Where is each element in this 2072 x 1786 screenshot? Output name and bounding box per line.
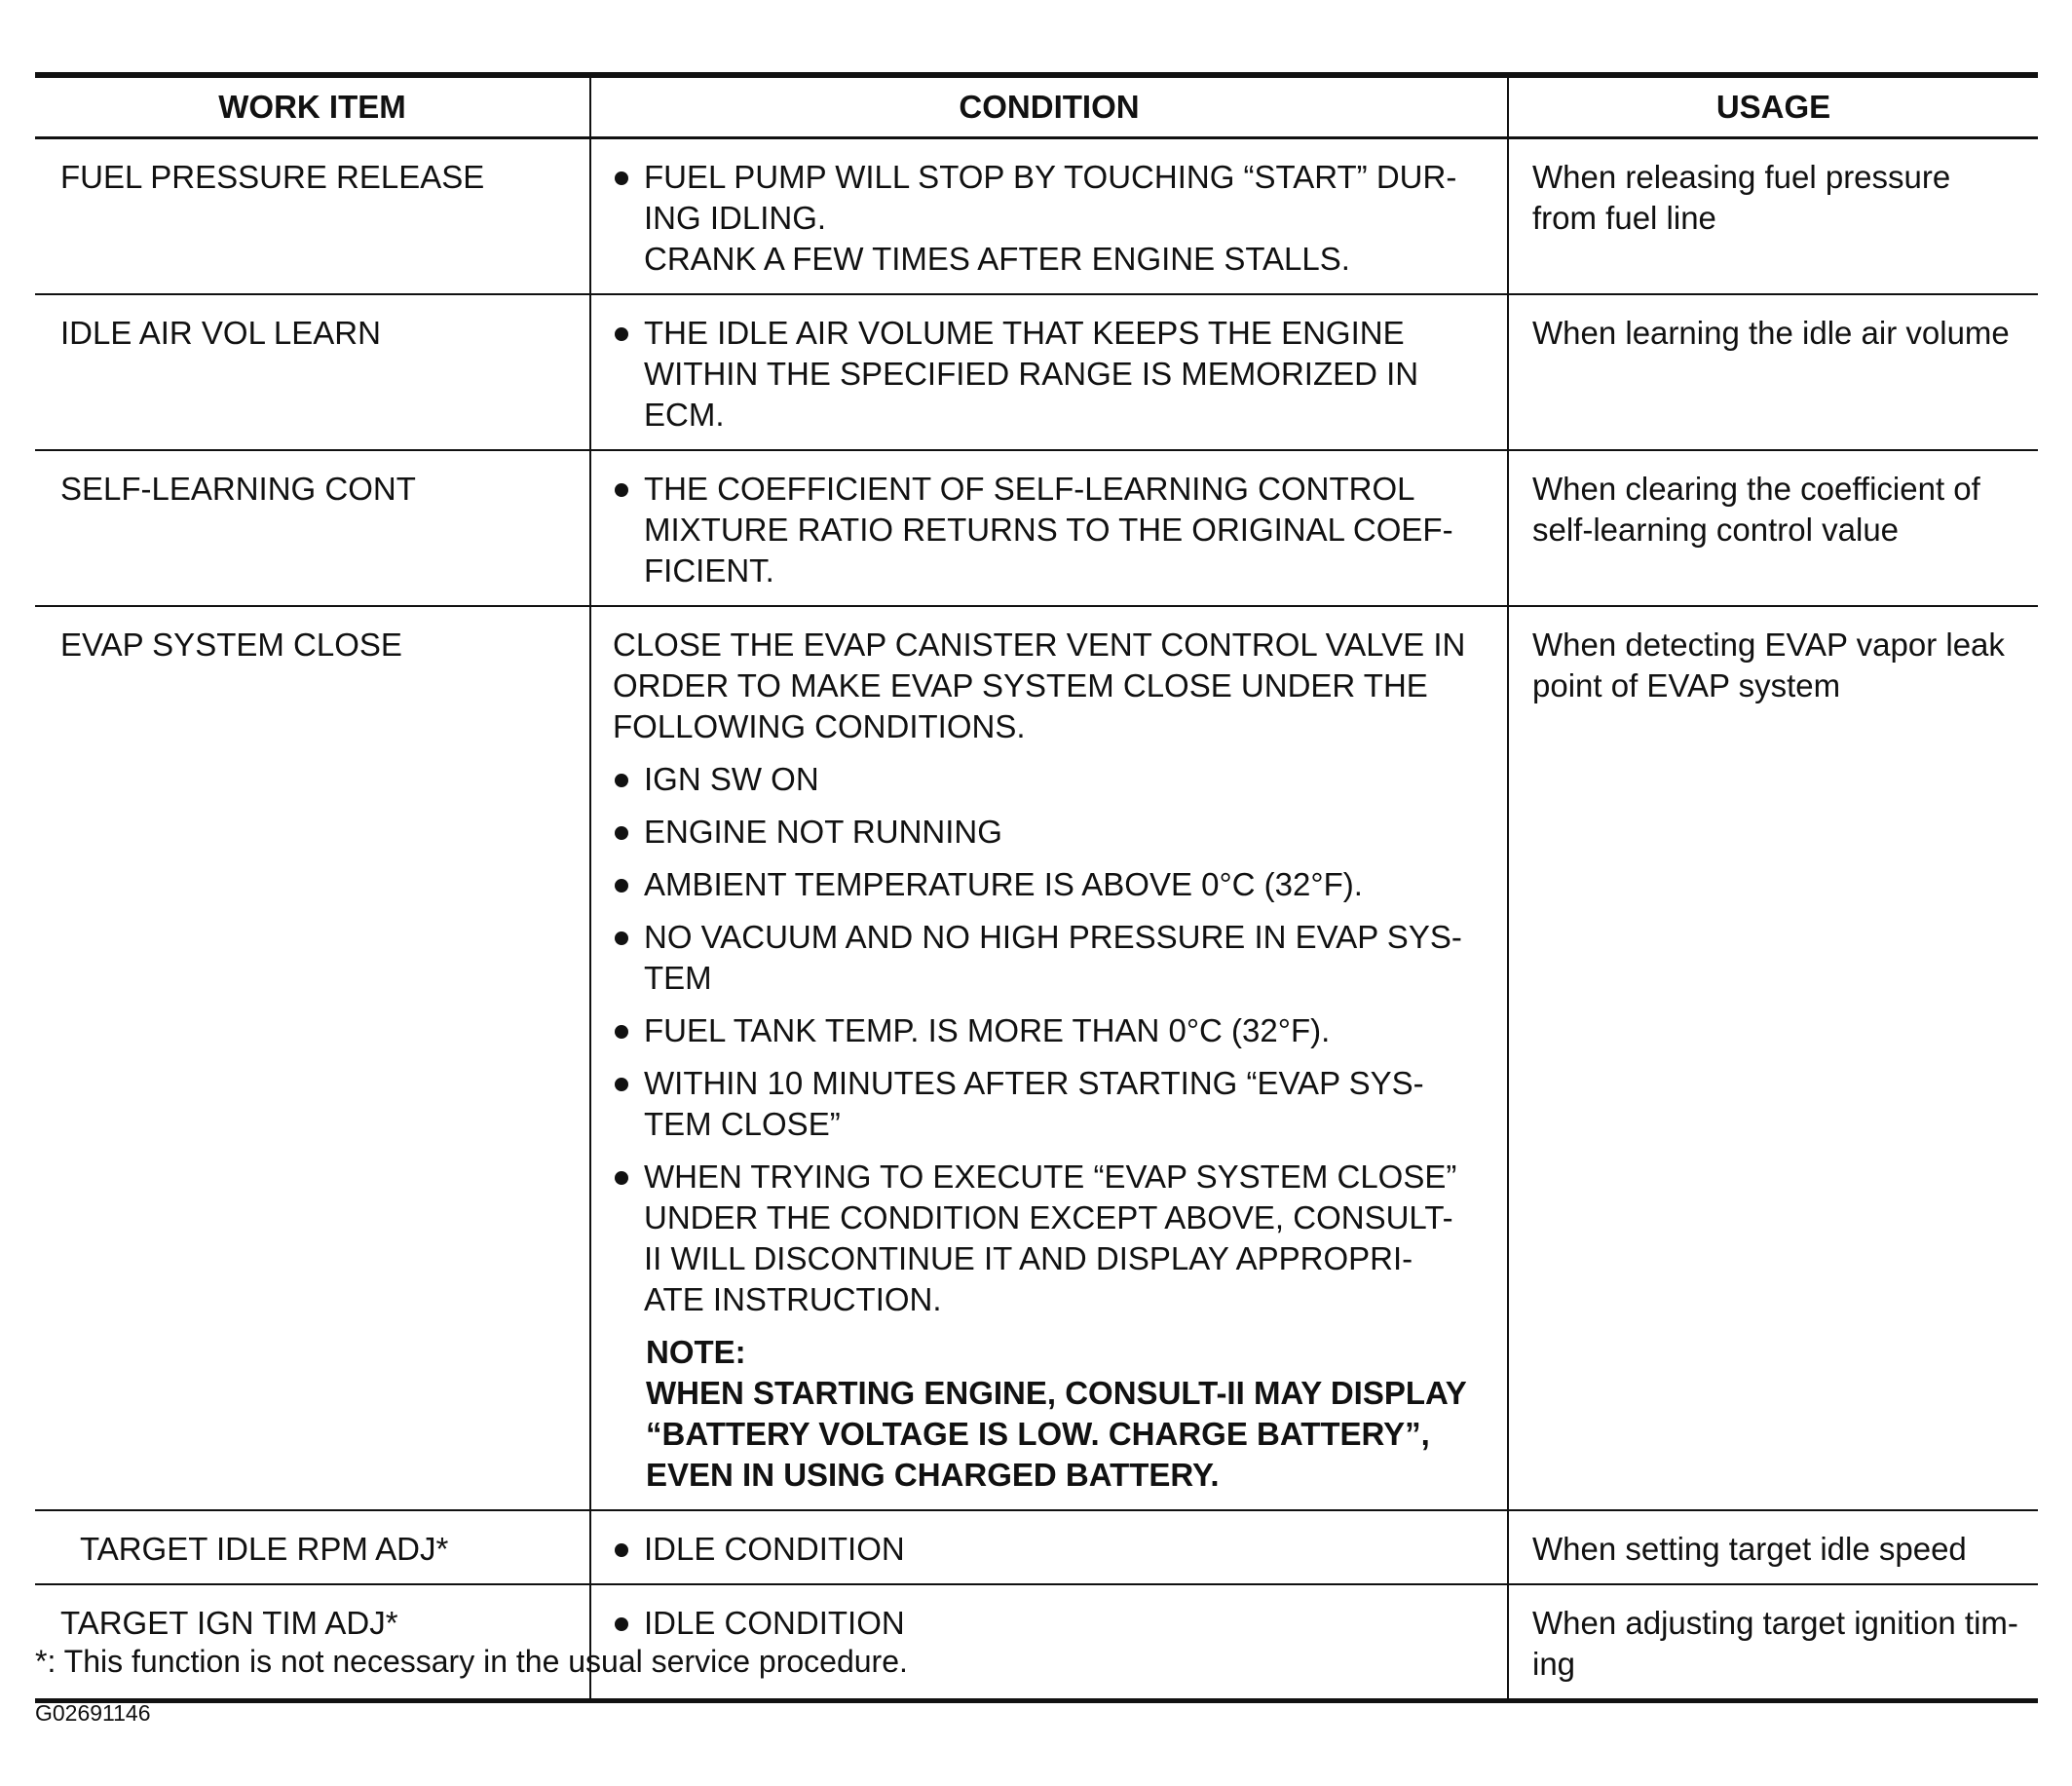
condition-bullet	[613, 1010, 1495, 1051]
work-item-label: TARGET IGN TIM ADJ*	[60, 1605, 398, 1641]
condition-bullet-text	[644, 469, 1495, 591]
usage-line: When clearing the coefficient of	[1532, 471, 1980, 507]
condition-line: IDLE CONDITION	[644, 1605, 905, 1641]
condition-line: ING IDLING.	[644, 200, 827, 236]
condition-line: II WILL DISCONTINUE IT AND DISPLAY APPROPRI-	[644, 1240, 1413, 1276]
usage-cell	[1508, 450, 2038, 606]
condition-bullet-text	[644, 759, 1495, 800]
condition-bullet	[613, 812, 1495, 853]
condition-bullet-text	[644, 1010, 1495, 1051]
condition-line: TEM	[644, 960, 712, 996]
bullet-dot-icon	[615, 171, 628, 185]
table-row	[35, 1510, 2038, 1584]
condition-bullet-text	[644, 812, 1495, 853]
footnote: *: This function is not necessary in the usual service procedure.	[35, 1644, 908, 1679]
condition-line: AMBIENT TEMPERATURE IS ABOVE 0°C (32°F).	[644, 866, 1363, 902]
work-item-label: FUEL PRESSURE RELEASE	[60, 159, 485, 195]
table-row	[35, 606, 2038, 1510]
bullet-dot-icon	[615, 1078, 628, 1091]
work-support-table-wrapper	[35, 72, 2038, 1703]
condition-cell	[590, 1510, 1508, 1584]
condition-bullet	[613, 917, 1495, 999]
work-support-table	[35, 72, 2038, 1703]
table-row	[35, 138, 2038, 295]
usage-cell	[1508, 138, 2038, 295]
condition-line: WITHIN 10 MINUTES AFTER STARTING “EVAP SYS-	[644, 1065, 1424, 1101]
condition-intro-line: ORDER TO MAKE EVAP SYSTEM CLOSE UNDER THE	[613, 667, 1428, 703]
condition-bullet-text	[644, 1603, 1495, 1644]
condition-line: THE COEFFICIENT OF SELF-LEARNING CONTROL	[644, 471, 1415, 507]
condition-intro-line: FOLLOWING CONDITIONS.	[613, 708, 1026, 744]
condition-line: IDLE CONDITION	[644, 1531, 905, 1567]
work-item-cell	[35, 450, 590, 606]
usage-cell	[1508, 294, 2038, 450]
usage-line: When releasing fuel pressure	[1532, 159, 1951, 195]
condition-bullet	[613, 1063, 1495, 1145]
condition-bullet	[613, 1157, 1495, 1320]
work-item-label: IDLE AIR VOL LEARN	[60, 315, 381, 351]
usage-line: ing	[1532, 1646, 1576, 1682]
condition-bullet	[613, 313, 1495, 436]
condition-line: ECM.	[644, 397, 725, 433]
table-row	[35, 294, 2038, 450]
condition-cell	[590, 294, 1508, 450]
condition-bullet	[613, 759, 1495, 800]
header-work-item: WORK ITEM	[35, 75, 590, 138]
usage-cell	[1508, 606, 2038, 1510]
bullet-dot-icon	[615, 931, 628, 945]
work-item-label: TARGET IDLE RPM ADJ*	[80, 1531, 449, 1567]
condition-bullet-text	[644, 157, 1495, 280]
condition-bullet-text	[644, 1157, 1495, 1320]
condition-bullet	[613, 157, 1495, 280]
usage-cell	[1508, 1584, 2038, 1701]
condition-line: FUEL PUMP WILL STOP BY TOUCHING “START” DUR-	[644, 159, 1457, 195]
table-row	[35, 450, 2038, 606]
condition-line: CRANK A FEW TIMES AFTER ENGINE STALLS.	[644, 241, 1350, 277]
condition-intro-line: CLOSE THE EVAP CANISTER VENT CONTROL VALVE IN	[613, 627, 1466, 663]
condition-bullet	[613, 1529, 1495, 1570]
header-condition: CONDITION	[590, 75, 1508, 138]
bullet-dot-icon	[615, 1543, 628, 1557]
usage-line: point of EVAP system	[1532, 667, 1841, 703]
condition-bullet-text	[644, 917, 1495, 999]
bullet-dot-icon	[615, 1025, 628, 1039]
note-line: EVEN IN USING CHARGED BATTERY.	[646, 1457, 1220, 1493]
condition-bullet	[613, 1603, 1495, 1644]
condition-line: ATE INSTRUCTION.	[644, 1281, 942, 1317]
condition-note	[646, 1332, 1495, 1496]
bullet-dot-icon	[615, 483, 628, 497]
condition-line: NO VACUUM AND NO HIGH PRESSURE IN EVAP SYS-	[644, 919, 1462, 955]
condition-bullet	[613, 864, 1495, 905]
condition-line: WITHIN THE SPECIFIED RANGE IS MEMORIZED IN	[644, 356, 1419, 392]
condition-bullet	[613, 469, 1495, 591]
usage-line: from fuel line	[1532, 200, 1716, 236]
table-body	[35, 138, 2038, 1701]
bullet-dot-icon	[615, 879, 628, 893]
condition-cell	[590, 606, 1508, 1510]
usage-cell	[1508, 1510, 2038, 1584]
usage-line: self-learning control value	[1532, 512, 1900, 548]
work-item-cell	[35, 606, 590, 1510]
condition-line: UNDER THE CONDITION EXCEPT ABOVE, CONSULT-	[644, 1199, 1453, 1235]
work-item-cell	[35, 294, 590, 450]
condition-line: THE IDLE AIR VOLUME THAT KEEPS THE ENGINE	[644, 315, 1405, 351]
condition-intro	[613, 625, 1495, 747]
condition-line: MIXTURE RATIO RETURNS TO THE ORIGINAL COEF-	[644, 512, 1453, 548]
figure-id: G02691146	[35, 1700, 151, 1726]
work-item-cell	[35, 138, 590, 295]
usage-line: When setting target idle speed	[1532, 1531, 1967, 1567]
work-item-label: EVAP SYSTEM CLOSE	[60, 627, 402, 663]
condition-line: ENGINE NOT RUNNING	[644, 814, 1002, 850]
usage-line: When adjusting target ignition tim-	[1532, 1605, 2018, 1641]
bullet-dot-icon	[615, 327, 628, 341]
work-item-cell	[35, 1510, 590, 1584]
condition-line: FUEL TANK TEMP. IS MORE THAN 0°C (32°F).	[644, 1012, 1331, 1048]
condition-line: IGN SW ON	[644, 761, 819, 797]
header-row	[35, 75, 2038, 138]
header-usage: USAGE	[1508, 75, 2038, 138]
condition-cell	[590, 450, 1508, 606]
condition-cell	[590, 138, 1508, 295]
condition-bullet-text	[644, 1529, 1495, 1570]
bullet-dot-icon	[615, 774, 628, 787]
note-line: NOTE:	[646, 1334, 746, 1370]
condition-line: WHEN TRYING TO EXECUTE “EVAP SYSTEM CLOSE”	[644, 1159, 1457, 1195]
bullet-dot-icon	[615, 826, 628, 840]
work-item-label: SELF-LEARNING CONT	[60, 471, 416, 507]
condition-line: FICIENT.	[644, 552, 774, 589]
bullet-dot-icon	[615, 1171, 628, 1185]
condition-bullet-text	[644, 864, 1495, 905]
condition-bullet-text	[644, 1063, 1495, 1145]
bullet-dot-icon	[615, 1617, 628, 1631]
note-line: “BATTERY VOLTAGE IS LOW. CHARGE BATTERY”,	[646, 1416, 1430, 1452]
note-line: WHEN STARTING ENGINE, CONSULT-II MAY DISPLAY	[646, 1375, 1467, 1411]
usage-line: When learning the idle air volume	[1532, 315, 2010, 351]
condition-bullet-text	[644, 313, 1495, 436]
usage-line: When detecting EVAP vapor leak	[1532, 627, 2005, 663]
condition-line: TEM CLOSE”	[644, 1106, 841, 1142]
